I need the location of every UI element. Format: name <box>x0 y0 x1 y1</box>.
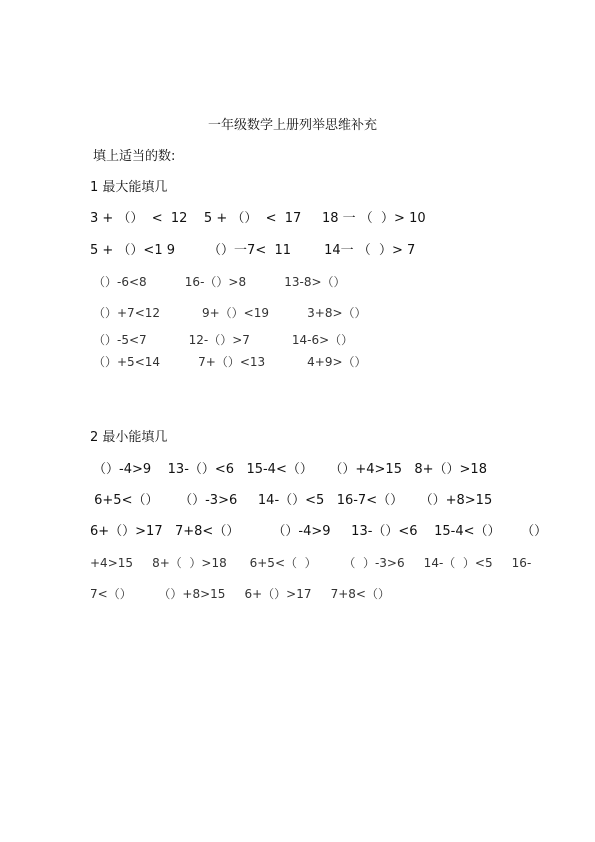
section2-row: （）-4>9 13-（）<6 15-4<（） （）+4>15 8+（）>18 <box>93 462 487 477</box>
section1-row: 3 + （） < 12 5 + （） < 17 18 一 （ ）> 10 <box>90 211 426 226</box>
section1-heading: 1 最大能填几 <box>90 180 168 195</box>
section2-heading: 2 最小能填几 <box>90 430 168 445</box>
section2-row: 6+（）>17 7+8<（） （）-4>9 13-（）<6 15-4<（） （） <box>90 524 548 539</box>
section2-row: 6+5<（） （）-3>6 14-（）<5 16-7<（） （）+8>15 <box>90 493 493 508</box>
section1-row: （）+7<12 9+（）<19 3+8>（） <box>93 306 367 320</box>
section2-row: +4>15 8+（ ）>18 6+5<（ ） （ ）-3>6 14-（ ）<5 16- <box>90 556 532 570</box>
section1-row: 5 + （）<1 9 （）一7< 11 14一 （ ）> 7 <box>90 243 416 258</box>
section1-row: （）+5<14 7+（）<13 4+9>（） <box>93 355 367 369</box>
section1-row: （）-5<7 12-（）>7 14-6>（） <box>93 333 354 347</box>
page-title: 一年级数学上册列举思维补充 <box>208 118 378 133</box>
section1-row: （）-6<8 16-（）>8 13-8>（） <box>93 275 346 289</box>
instruction: 填上适当的数: <box>93 149 176 164</box>
section2-row: 7<（） （）+8>15 6+（）>17 7+8<（） <box>90 587 390 601</box>
